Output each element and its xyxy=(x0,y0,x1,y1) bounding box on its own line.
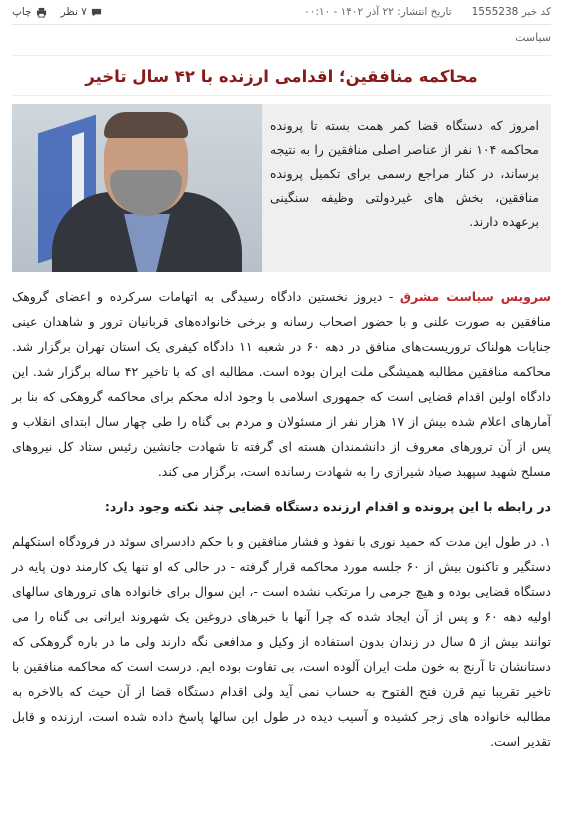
comments-count: ۷ نظر xyxy=(60,6,87,18)
comment-icon xyxy=(91,7,102,18)
news-id-value: 1555238 xyxy=(471,6,519,18)
service-category xyxy=(12,25,551,49)
meta-actions xyxy=(12,6,102,18)
service-label[interactable]: سیاست xyxy=(515,30,551,44)
article-title: محاکمه منافقین؛ اقدامی ارزنده با ۴۲ سال تاخیر xyxy=(12,55,551,96)
paragraph-1-text: - دیروز نخستین دادگاه رسیدگی به اتهامات سرکرده و اعضای گروهک منافقین به صورت علنی و با حضور اصحاب رسانه و برخی خانواده‌های قربانیان ترور و شاهدان عینی جنایات هولناک تروریست‌های منافق در دهه ۶۰ در شعبه ۱۱ دادگاه کیفری یک استان تهران برگزار شد. محاکمه منافقین مطالبه همیشگی ملت ایران بوده است. مطالبه ای که با تاخیر ۴۲ ساله برگزار شد. این دادگاه اولین اقدام قضایی است که جمهوری اسلامی با وجود ادله محکم برای محاکمه گروهکی که بنا بر آمارهای اعلام شده بیش از ۱۷ هزار نفر از مسئولان و مردم بی گناه را طی چهار سال ابتدای انقلاب و پس از آن ترورهای معروف از دانشمندان هسته ای گرفته تا شهادت جانشین رئیس ستاد کل نیروهای مسلح شهید سپهبد صیاد شیرازی را به شهادت رسانده است، برگزار می کند. xyxy=(12,289,551,479)
body-subheading: در رابطه با این پرونده و اقدام ارزنده دستگاه قضایی چند نکته وجود دارد: xyxy=(104,499,551,514)
comments-link[interactable] xyxy=(61,6,102,18)
article-meta-bar xyxy=(12,0,551,25)
meta-right xyxy=(304,6,551,18)
article-body xyxy=(12,284,551,754)
lead-box xyxy=(12,104,551,272)
news-id xyxy=(472,6,551,18)
print-label: چاپ xyxy=(12,6,32,18)
publish-date: تاریخ انتشار: ۲۲ آذر ۱۴۰۲ - ۰۰:۱۰ xyxy=(304,6,452,18)
printer-icon xyxy=(36,7,47,18)
portrait-hair xyxy=(104,112,188,138)
lead-text: امروز که دستگاه قضا کمر همت بسته تا پرونده محاکمه ۱۰۴ نفر از عناصر اصلی منافقین را به نتیجه برساند، در کنار مراجع رسمی برای تکمیل پرونده منافقین، بخش های غیردولتی وظیفه سنگینی برعهده دارند. xyxy=(270,118,539,229)
body-paragraph-1 xyxy=(12,284,551,484)
body-paragraph-2: ۱. در طول این مدت که حمید نوری با نفوذ و فشار منافقین و با حکم دادسرای سوئد در فرودگاه استکهلم دستگیر و تاکنون بیش از ۶۰ جلسه مورد محاکمه قرار گرفته - در حالی که او تنها یک کارمند دون پایه در دستگاه قضایی بوده و هیچ جرمی را مرتکب نشده است -، این سوال برای خانواده های ترورهای سالهای اولیه دهه ۶۰ و پس از آن ایجاد شده که چرا آنها با خبرهای دروغین یک شهروند ایرانی بی گناه را می توانند بیش از ۵ سال در زندان بدون استفاده از وکیل و مدافعی نگه دارند ولی ما در باره گروهکی که دستانشان تا آرنج به خون ملت ایران آلوده است، بی تفاوت بوده ایم. درست است که محاکمه منافقین با تاخیر تقریبا نیم قرن فتح الفتوح به حساب نمی آید ولی اقدام دستگاه قضا از آن حیث که بالاخره به مطالبه خانواده های زجر کشیده و آسیب دیده در طول این سالها پاسخ داده شده است، ارزنده و قابل تقدیر است. xyxy=(12,534,551,749)
news-id-label: کد خبر xyxy=(521,6,551,18)
article-photo xyxy=(12,104,262,272)
service-name[interactable]: سرویس سیاست مشرق xyxy=(399,289,551,304)
print-button[interactable] xyxy=(12,6,47,18)
